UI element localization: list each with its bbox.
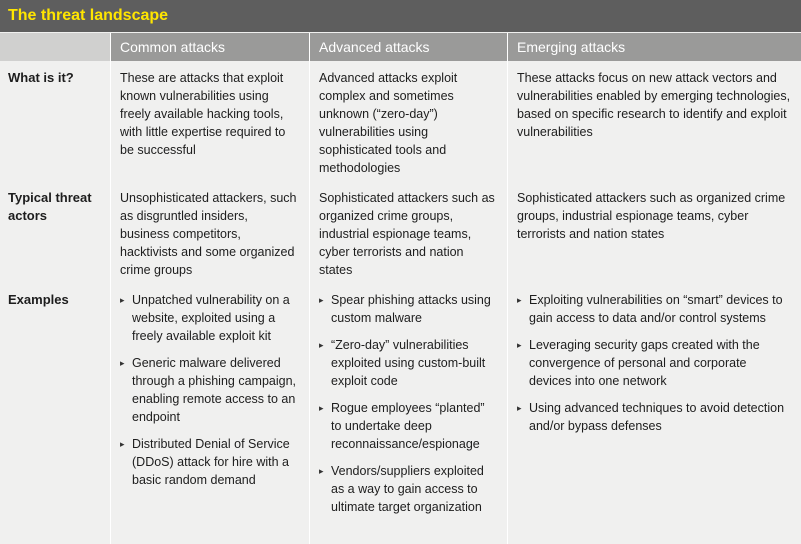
column-header-common: Common attacks bbox=[110, 33, 309, 61]
bullet-icon: ▸ bbox=[319, 466, 324, 476]
header-corner bbox=[0, 33, 110, 61]
title-bar bbox=[0, 0, 801, 32]
list-item bbox=[120, 435, 299, 489]
list-item-text: “Zero-day” vulnerabilities exploited using custom-built exploit code bbox=[331, 338, 486, 388]
table-row-examples bbox=[0, 283, 801, 544]
example-list-emerging bbox=[517, 291, 791, 435]
list-item-text: Leveraging security gaps created with the convergence of personal and corporate devices into one network bbox=[529, 338, 760, 388]
bullet-icon: ▸ bbox=[517, 403, 522, 413]
list-item-text: Vendors/suppliers exploited as a way to gain access to ultimate target organization bbox=[331, 464, 484, 514]
bullet-icon: ▸ bbox=[319, 340, 324, 350]
table-cell: Sophisticated attackers such as organized crime groups, industrial espionage teams, cyber terrorists and nation states bbox=[309, 181, 507, 283]
column-header-row bbox=[0, 33, 801, 61]
table-row-what-is-it bbox=[0, 61, 801, 181]
row-label: Typical threat actors bbox=[8, 190, 92, 223]
list-item bbox=[517, 291, 791, 327]
row-label: Examples bbox=[8, 292, 69, 307]
list-item bbox=[319, 462, 497, 516]
list-item bbox=[319, 291, 497, 327]
table-cell bbox=[507, 283, 801, 544]
list-item bbox=[517, 336, 791, 390]
table-cell: Sophisticated attackers such as organized crime groups, industrial espionage teams, cyber terrorists and nation states bbox=[507, 181, 801, 283]
row-label: What is it? bbox=[8, 70, 74, 85]
table-cell: Unsophisticated attackers, such as disgruntled insiders, business competitors, hacktivists and some organized crime groups bbox=[110, 181, 309, 283]
list-item-text: Generic malware delivered through a phishing campaign, enabling remote access to an endpoint bbox=[132, 356, 297, 424]
bullet-icon: ▸ bbox=[319, 295, 324, 305]
page-title: The threat landscape bbox=[8, 7, 169, 24]
table-row-threat-actors bbox=[0, 181, 801, 283]
bullet-icon: ▸ bbox=[319, 403, 324, 413]
list-item bbox=[517, 399, 791, 435]
list-item bbox=[120, 354, 299, 426]
column-header-advanced: Advanced attacks bbox=[309, 33, 507, 61]
bullet-icon: ▸ bbox=[517, 340, 522, 350]
bullet-icon: ▸ bbox=[120, 439, 125, 449]
bullet-icon: ▸ bbox=[120, 358, 125, 368]
list-item-text: Distributed Denial of Service (DDoS) attack for hire with a basic random demand bbox=[132, 437, 290, 487]
table-cell: These are attacks that exploit known vulnerabilities using freely available hacking tools, with little expertise required to be successful bbox=[110, 61, 309, 181]
list-item-text: Spear phishing attacks using custom malware bbox=[331, 293, 491, 325]
list-item bbox=[319, 399, 497, 453]
column-header-emerging: Emerging attacks bbox=[507, 33, 801, 61]
bullet-icon: ▸ bbox=[517, 295, 522, 305]
list-item bbox=[319, 336, 497, 390]
list-item-text: Using advanced techniques to avoid detection and/or bypass defenses bbox=[529, 401, 785, 433]
table-cell: Advanced attacks exploit complex and sometimes unknown (“zero-day”) vulnerabilities using sophisticated tools and methodologies bbox=[309, 61, 507, 181]
bullet-icon: ▸ bbox=[120, 295, 125, 305]
table-cell bbox=[309, 283, 507, 544]
example-list-advanced bbox=[319, 291, 497, 516]
example-list-common bbox=[120, 291, 299, 489]
list-item-text: Rogue employees “planted” to undertake deep reconnaissance/espionage bbox=[331, 401, 485, 451]
threat-table bbox=[0, 61, 801, 544]
table-cell: These attacks focus on new attack vectors and vulnerabilities enabled by emerging technologies, based on specific research to identify and exploit vulnerabilities bbox=[507, 61, 801, 181]
list-item-text: Unpatched vulnerability on a website, exploited using a freely available exploit kit bbox=[132, 293, 290, 343]
table-cell bbox=[110, 283, 309, 544]
list-item bbox=[120, 291, 299, 345]
list-item-text: Exploiting vulnerabilities on “smart” devices to gain access to data and/or control systems bbox=[529, 293, 783, 325]
